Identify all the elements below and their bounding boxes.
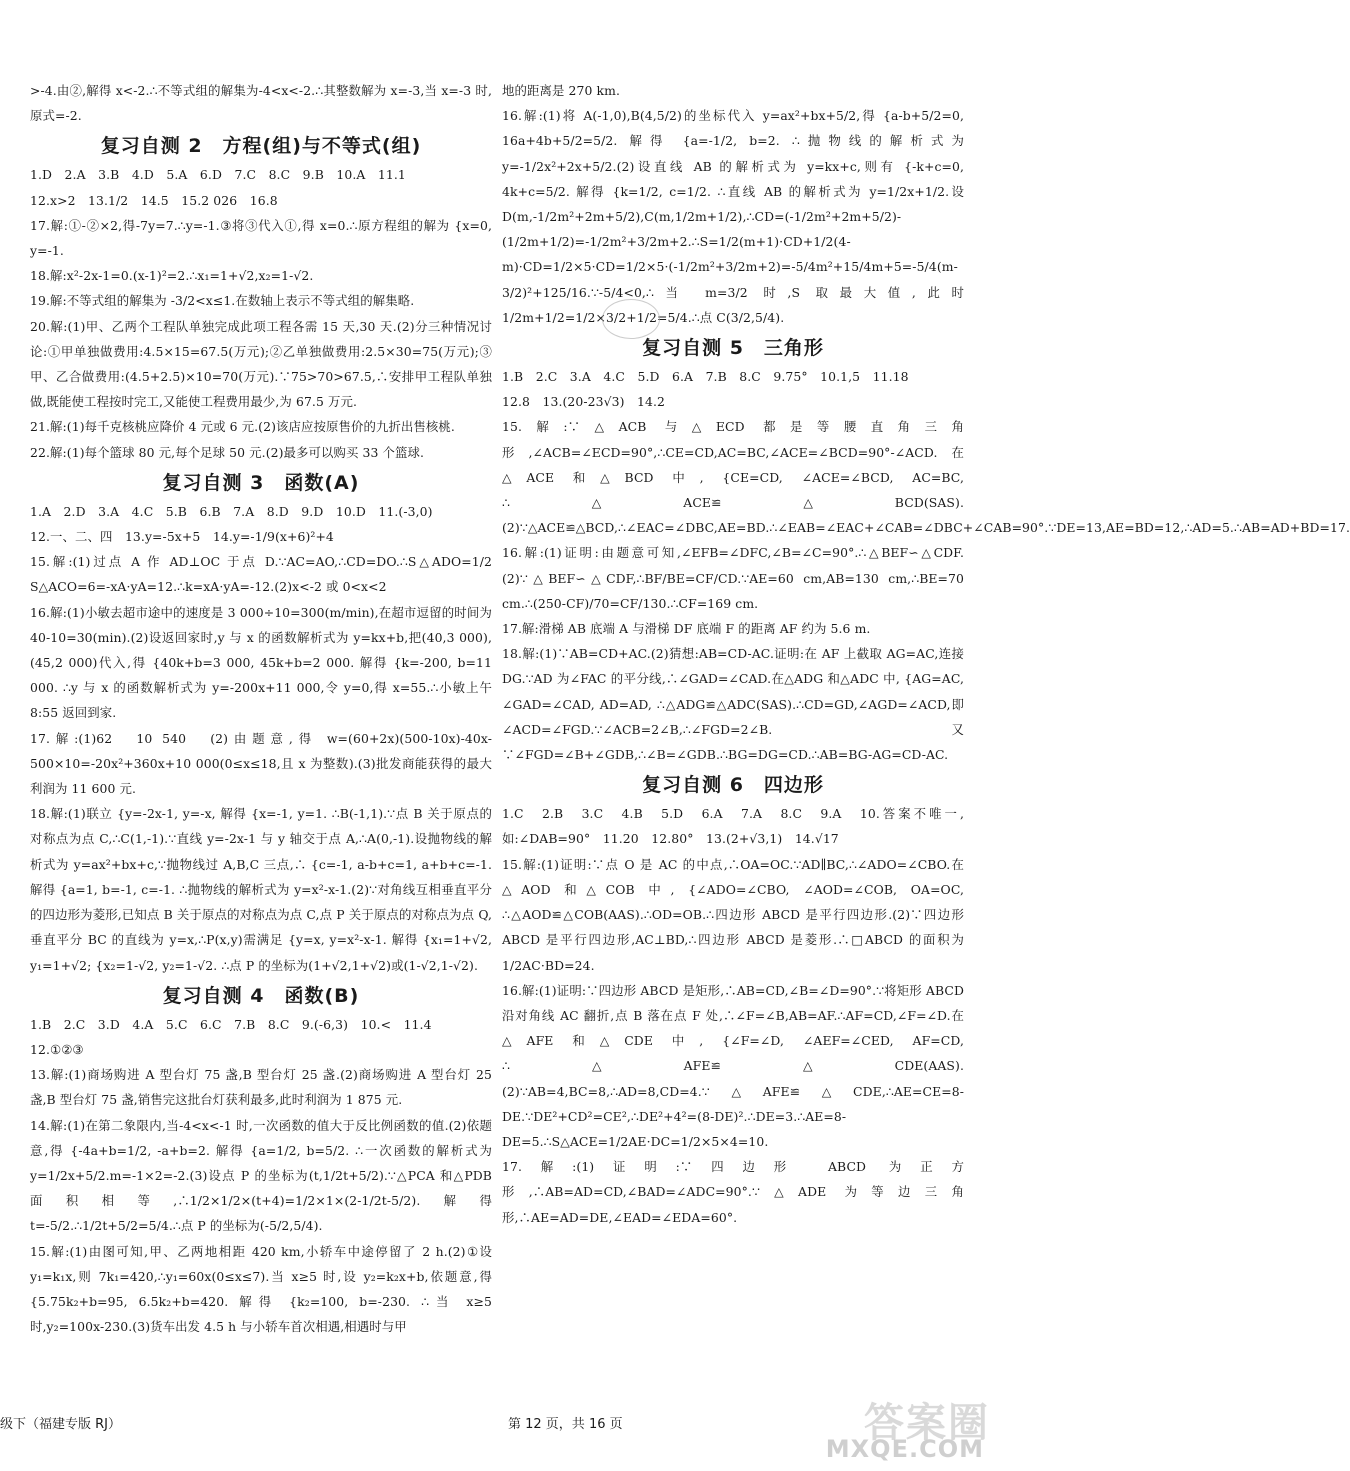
answer-paragraph: 12.8 13.(20-23√3) 14.2 (502, 394, 666, 410)
answer-paragraph: 12.①②③ (30, 1041, 84, 1057)
section-heading: 复习自测 6 四边形 (642, 774, 824, 797)
answer-paragraph: 1.C 2.B 3.C 4.B 5.D 6.A 7.A 8.C 9.A 10.答案不唯一,如:∠DAB=90° 11.20 12.80° 13.(2+√3,1) 14.√17 (502, 806, 964, 847)
answer-paragraph: 1.B 2.C 3.A 4.C 5.D 6.A 7.B 8.C 9.75° 10.1,5 11.18 (502, 369, 909, 385)
watermark-logo (770, 1391, 990, 1463)
answer-paragraph: 15.解:∵△ACB 与△ECD 都是等腰直角三角形,∠ACB=∠ECD=90°,∴CE=CD,AC=BC,∠ACE=∠BCD=90°-∠ACD.在△ACE 和△BCD 中, {CE=CD, ∠ACE=∠BCD, AC=BC, ∴△ACE≌△BCD(SAS).(2)∵△ACE≌△BCD,∴∠EAC=∠DBC,AE=BD.∴∠EAB=∠EAC+∠CAB=∠DBC+∠CAB=90°.∵DE=13,AE=BD=12,∴AD=5.∴AB=AD+BD=17. (502, 419, 1350, 536)
answer-paragraph: 1.B 2.C 3.D 4.A 5.C 6.C 7.B 8.C 9.(-6,3) 10.< 11.4 (30, 1016, 432, 1032)
answer-paragraph: 18.解:(1)联立 {y=-2x-1, y=-x, 解得 {x=-1, y=1. ∴B(-1,1).∵点 B 关于原点的对称点为点 C,∴C(1,-1).∵直线 y=-2x-1 与 y 轴交于点 A,∴A(0,-1).设抛物线的解析式为 y=ax²+bx+c,∵抛物线过 A,B,C 三点,∴ {c=-1, a-b+c=1, a+b+c=-1. 解得 {a=1, b=-1, c=-1. ∴抛物线的解析式为 y=x²-x-1.(2)∵对角线互相垂直平分的四边形为菱形,已知点 B 关于原点的对称点为点 C,点 P 关于原点的对称点为点 Q,垂直平分 BC 的直线为 y=x,∴P(x,y)需满足 {y=x, y=x²-x-1. 解得 {x₁=1+√2, y₁=1+√2; {x₂=1-√2, y₂=1-√2. ∴点 P 的坐标为(1+√2,1+√2)或(1-√2,1-√2). (30, 806, 492, 973)
answer-paragraph: 19.解:不等式组的解集为 -3/2<x≤1.在数轴上表示不等式组的解集略. (30, 293, 415, 309)
section-heading: 复习自测 5 三角形 (642, 337, 824, 360)
answer-paragraph: 18.解:x²-2x-1=0.(x-1)²=2.∴x₁=1+√2,x₂=1-√2. (30, 268, 314, 284)
answer-paragraph: 15.解:(1)由图可知,甲、乙两地相距 420 km,小轿车中途停留了 2 h.(2)①设 y₁=k₁x,则 7k₁=420,∴y₁=60x(0≤x≤7).当 x≥5 时,设 y₂=k₂x+b,依题意,得 {5.75k₂+b=95, 6.5k₂+b=420. 解得 {k₂=100, b=-230. ∴当 x≥5 时,y₂=100x-230.(3)货车出发 4.5 h 与小轿车首次相遇,相遇时与甲 (30, 1243, 492, 1335)
answer-paragraph: 21.解:(1)每千克核桃应降价 4 元或 6 元.(2)该店应按原售价的九折出售核桃. (30, 419, 455, 435)
answer-paragraph: 17.解:(1)证明:∵四边形 ABCD 为正方形,∴AB=AD=CD,∠BAD=∠ADC=90°.∵△ADE 为等边三角形,∴AE=AD=DE,∠EAD=∠EDA=60°. (502, 1159, 964, 1225)
left-column (30, 78, 492, 1339)
answer-paragraph: 16.解:(1)证明:由题意可知,∠EFB=∠DFC,∠B=∠C=90°.∴△BEF∽△CDF.(2)∵△BEF∽△CDF,∴BF/BE=CF/CD.∵AE=60 cm,AB=130 cm,∴BE=70 cm.∴(250-CF)/70=CF/130.∴CF=169 cm. (502, 545, 964, 611)
answer-paragraph: 17.解:①-②×2,得-7y=7.∴y=-1.③将③代入①,得 x=0.∴原方程组的解为 {x=0, y=-1. (30, 217, 492, 259)
section-heading: 复习自测 2 方程(组)与不等式(组) (100, 135, 422, 158)
answer-paragraph: 16.解:(1)将 A(-1,0),B(4,5/2)的坐标代入 y=ax²+bx+5/2,得 {a-b+5/2=0, 16a+4b+5/2=5/2. 解得 {a=-1/2, b=2. ∴抛物线的解析式为 y=-1/2x²+2x+5/2.(2)设直线 AB 的解析式为 y=kx+c,则有 {-k+c=0, 4k+c=5/2. 解得 {k=1/2, c=1/2. ∴直线 AB 的解析式为 y=1/2x+1/2.设 D(m,-1/2m²+2m+5/2),C(m,1/2m+1/2),∴CD=(-1/2m²+2m+5/2)-(1/2m+1/2)=-1/2m²+3/2m+2.∴S=1/2(m+1)·CD+1/2(4-m)·CD=1/2×5·CD=1/2×5·(-1/2m²+3/2m+2)=-5/4m²+15/4m+5=-5/4(m-3/2)²+125/16.∵-5/4<0,∴当 m=3/2 时,S 取最大值,此时 1/2m+1/2=1/2×3/2+1/2=5/4.∴点 C(3/2,5/4). (502, 108, 964, 325)
right-column (502, 78, 1350, 1230)
answer-paragraph: 1.A 2.D 3.A 4.C 5.B 6.B 7.A 8.D 9.D 10.D 11.(-3,0) (30, 503, 433, 519)
answer-paragraph: 18.解:(1)∵AB=CD+AC.(2)猜想:AB=CD-AC.证明:在 AF 上截取 AG=AC,连接 DG.∵AD 为∠FAC 的平分线,∴∠GAD=∠CAD.在△ADG 和△ADC 中, {AG=AC, ∠GAD=∠CAD, AD=AD, ∴△ADG≌△ADC(SAS).∴CD=GD,∠AGD=∠ACD,即∠ACD=∠FGD.∵∠ACB=2∠B,∴∠FGD=2∠B.又∵∠FGD=∠B+∠GDB,∴∠B=∠GDB.∴BG=DG=CD.∴AB=BG-AG=CD-AC. (502, 646, 964, 763)
answer-paragraph: 13.解:(1)商场购进 A 型台灯 75 盏,B 型台灯 25 盏.(2)商场购进 A 型台灯 25 盏,B 型台灯 75 盏,销售完这批台灯获利最多,此时利润为 1 875 元. (30, 1067, 492, 1108)
answer-paragraph: 14.解:(1)在第二象限内,当-4<x<-1 时,一次函数的值大于反比例函数的值.(2)依题意,得 {-4a+b=1/2, -a+b=2. 解得 {a=1/2, b=5/2. ∴一次函数的解析式为 y=1/2x+5/2.m=-1×2=-2.(3)设点 P 的坐标为(t,1/2t+5/2).∵△PCA 和△PDB 面积相等,∴1/2×1/2×(t+4)=1/2×1×(2-1/2t-5/2).解得 t=-5/2.∴1/2t+5/2=5/4.∴点 P 的坐标为(-5/2,5/4). (30, 1117, 492, 1234)
answer-paragraph: 16.解:(1)小敏去超市途中的速度是 3 000÷10=300(m/min),在超市逗留的时间为 40-10=30(min).(2)设返回家时,y 与 x 的函数解析式为 y=kx+b,把(40,3 000),(45,2 000)代入,得 {40k+b=3 000, 45k+b=2 000. 解得 {k=-200, b=11 000. ∴y 与 x 的函数解析式为 y=-200x+11 000,令 y=0,得 x=55.∴小敏上午 8:55 返回到家. (30, 604, 492, 721)
page-number: 第 12 页，共 16 页 (508, 1417, 623, 1432)
edition-label: 级下（福建专版 RJ） (0, 1417, 121, 1432)
answer-paragraph: 1.D 2.A 3.B 4.D 5.A 6.D 7.C 8.C 9.B 10.A 11.1 (30, 167, 406, 183)
faint-stamp (602, 299, 660, 339)
answer-paragraph: 15.解:(1)证明:∵点 O 是 AC 的中点,∴OA=OC.∵AD∥BC,∴∠ADO=∠CBO.在△AOD 和△COB 中, {∠ADO=∠CBO, ∠AOD=∠COB, OA=OC, ∴△AOD≌△COB(AAS).∴OD=OB.∴四边形 ABCD 是平行四边形.(2)∵四边形 ABCD 是平行四边形,AC⊥BD,∴四边形 ABCD 是菱形.∴□ABCD 的面积为 1/2AC·BD=24. (502, 856, 964, 973)
answer-paragraph: 12.一、二、四 13.y=-5x+5 14.y=-1/9(x+6)²+4 (30, 529, 334, 545)
section-heading: 复习自测 4 函数(B) (162, 984, 360, 1007)
answer-paragraph: >-4.由②,解得 x<-2.∴不等式组的解集为-4<x<-2.∴其整数解为 x=-3,当 x=-3 时,原式=-2. (30, 83, 492, 124)
watermark-url: MXQE.COM (825, 1435, 984, 1463)
answer-paragraph: 17.解:(1)62 10 540 (2)由题意,得 w=(60+2x)(500-10x)-40x-500×10=-20x²+360x+10 000(0≤x≤18,且 x 为整数).(3)批发商能获得的最大利润为 11 600 元. (30, 730, 492, 797)
section-heading: 复习自测 3 函数(A) (162, 471, 360, 494)
answer-paragraph: 15.解:(1)过点 A 作 AD⊥OC 于点 D.∵AC=AO,∴CD=DO.∴S△ADO=1/2 S△ACO=6=-xA·yA=12.∴k=xA·yA=-12.(2)x<-2 或 0<x<2 (30, 554, 492, 595)
answer-paragraph: 16.解:(1)证明:∵四边形 ABCD 是矩形,∴AB=CD,∠B=∠D=90°.∵将矩形 ABCD 沿对角线 AC 翻折,点 B 落在点 F 处,∴∠F=∠B,AB=AF.∴AF=CD,∠F=∠D.在△AFE 和△CDE 中, {∠F=∠D, ∠AEF=∠CED, AF=CD, ∴△AFE≌△CDE(AAS).(2)∵AB=4,BC=8,∴AD=8,CD=4.∵△AFE≌△CDE,∴AE=CE=8-DE.∵DE²+CD²=CE²,∴DE²+4²=(8-DE)².∴DE=3.∴AE=8-DE=5.∴S△ACE=1/2AE·DC=1/2×5×4=10. (502, 982, 964, 1149)
answer-paragraph: 22.解:(1)每个篮球 80 元,每个足球 50 元.(2)最多可以购买 33 个篮球. (30, 444, 425, 460)
answer-paragraph: 20.解:(1)甲、乙两个工程队单独完成此项工程各需 15 天,30 天.(2)分三种情况讨论:①甲单独做费用:4.5×15=67.5(万元);②乙单独做费用:2.5×30=75(万元);③甲、乙合做费用:(4.5+2.5)×10=70(万元).∵75>70>67.5,∴安排甲工程队单独做,既能使工程按时完工,又能使工程费用最少,为 67.5 万元. (30, 318, 492, 410)
watermark-text: 答案圈 (864, 1400, 990, 1446)
answer-paragraph: 12.x>2 13.1/2 14.5 15.2 026 16.8 (30, 192, 278, 208)
answer-paragraph: 17.解:滑梯 AB 底端 A 与滑梯 DF 底端 F 的距离 AF 约为 5.6 m. (502, 621, 871, 637)
answer-paragraph: 地的距离是 270 km. (502, 83, 620, 98)
